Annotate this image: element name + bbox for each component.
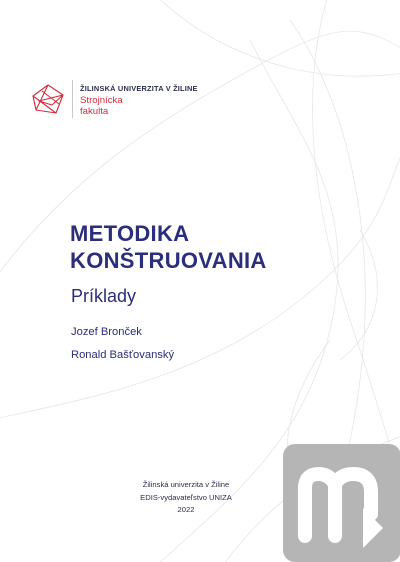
author-name: Jozef Bronček: [71, 326, 142, 338]
faculty-name-line1: Strojnícka: [80, 95, 123, 106]
book-title: [70, 220, 267, 274]
book-title-line1: METODIKA: [70, 221, 190, 246]
publisher-info: [108, 479, 264, 517]
publication-year: 2022: [177, 505, 195, 514]
logo-divider: [72, 80, 73, 118]
book-subtitle: Príklady: [71, 286, 137, 306]
author-name: Ronald Bašťovanský: [71, 349, 175, 361]
m-watermark-icon: [283, 444, 400, 562]
book-title-line2: KONŠTRUOVANIA: [70, 248, 267, 273]
university-logo-icon: [30, 82, 66, 116]
publisher-house: EDIS-vydavateľstvo UNIZA: [140, 492, 232, 502]
faculty-name: [80, 95, 123, 117]
publisher-university: Žilinská univerzita v Žiline: [142, 480, 230, 489]
faculty-name-line2: fakulta: [80, 106, 109, 117]
university-name: ŽILINSKÁ UNIVERZITA V ŽILINE: [80, 84, 198, 93]
authors-list: [71, 321, 174, 367]
